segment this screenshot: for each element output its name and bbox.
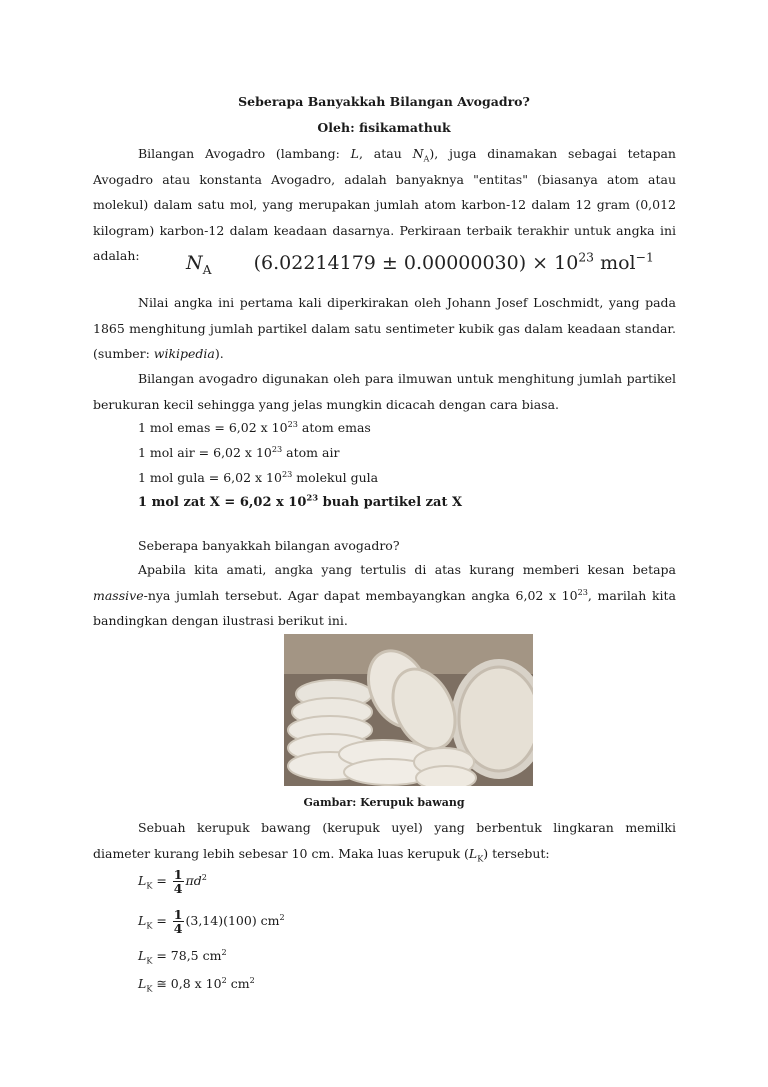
fraction: $\frac{1}{4}$ [173,867,183,896]
loschmidt-paragraph: Nilai angka ini pertama kali diperkirakan oleh Johann Josef Loschmidt, yang pada 1865 menghitung jumlah partikel dalam satu sentimeter kubik gas dalam keadaan standar. (sumber: wikipedia). [93,295,676,361]
example-line: 1 mol air = 6,02 x $10^{23}$ atom air [138,443,340,460]
usage-paragraph: Bilangan avogadro digunakan oleh para ilmuwan untuk menghitung jumlah partikel berukuran kecil sehingga yang jelas mungkin dicacah dengan cara biasa. [93,371,676,412]
formula-line: $L_K$ ≅ 0,8 x $10^2$ $cm^2$ [138,974,255,994]
intro-paragraph: Bilangan Avogadro (lambang: L, atau $N_A$), juga dinamakan sebagai tetapan Avogadro atau konstanta Avogadro, adalah banyaknya "entitas" (biasanya atom atau molekul) dalam satu mol, yang merupakan jumlah atom karbon-12 dalam 12 gram (0,012 kilogram) karbon-12 dalam keadaan dasarnya. Perkiraan terbaik terakhir untuk angka ini adalah: [93,146,676,263]
formula-line: $L_K$ = $\frac{1}{4}$ (3,14)(100) $cm^2$ [138,907,285,936]
example-line-bold: 1 mol zat X = 6,02 x $10^{23}$ buah partikel zat X [138,492,463,510]
example-line: 1 mol emas = 6,02 x $10^{23}$ atom emas [138,418,371,435]
comparison-paragraph: Apabila kita amati, angka yang tertulis di atas kurang memberi kesan betapa massive-nya jumlah tersebut. Agar dapat membayangkan angka 6,02 x $10^{23}$, marilah kita bandingkan dengan ilustrasi berikut ini. [93,562,677,628]
kerupuk-illustration [284,634,533,786]
kerupuk-paragraph: Sebuah kerupuk bawang (kerupuk uyel) yang berbentuk lingkaran memilki diameter kurang lebih sebesar 10 cm. Maka luas kerupuk $(L_K)$ tersebut: [93,820,676,863]
example-line: 1 mol gula = 6,02 x $10^{23}$ molekul gula [138,468,379,485]
formula-line: $L_K = 78,5$ $cm^2$ [138,946,227,966]
avogadro-equation: $N_A$ $(6.02214179 \pm 0.00000030) \times 10^{23}$ mol$^{-1}$ [186,250,654,277]
formula-line: $L_K$ = $\frac{1}{4}$ $\pi d^2$ [138,867,207,896]
question-heading: Seberapa banyakkah bilangan avogadro? [138,538,400,553]
document-author: Oleh: fisikamathuk [317,120,451,135]
kerupuk-photo [284,634,533,786]
photo-caption: Gambar: Kerupuk bawang [303,796,465,809]
document-title: Seberapa Banyakkah Bilangan Avogadro? [238,94,530,109]
fraction: $\frac{1}{4}$ [173,907,183,936]
